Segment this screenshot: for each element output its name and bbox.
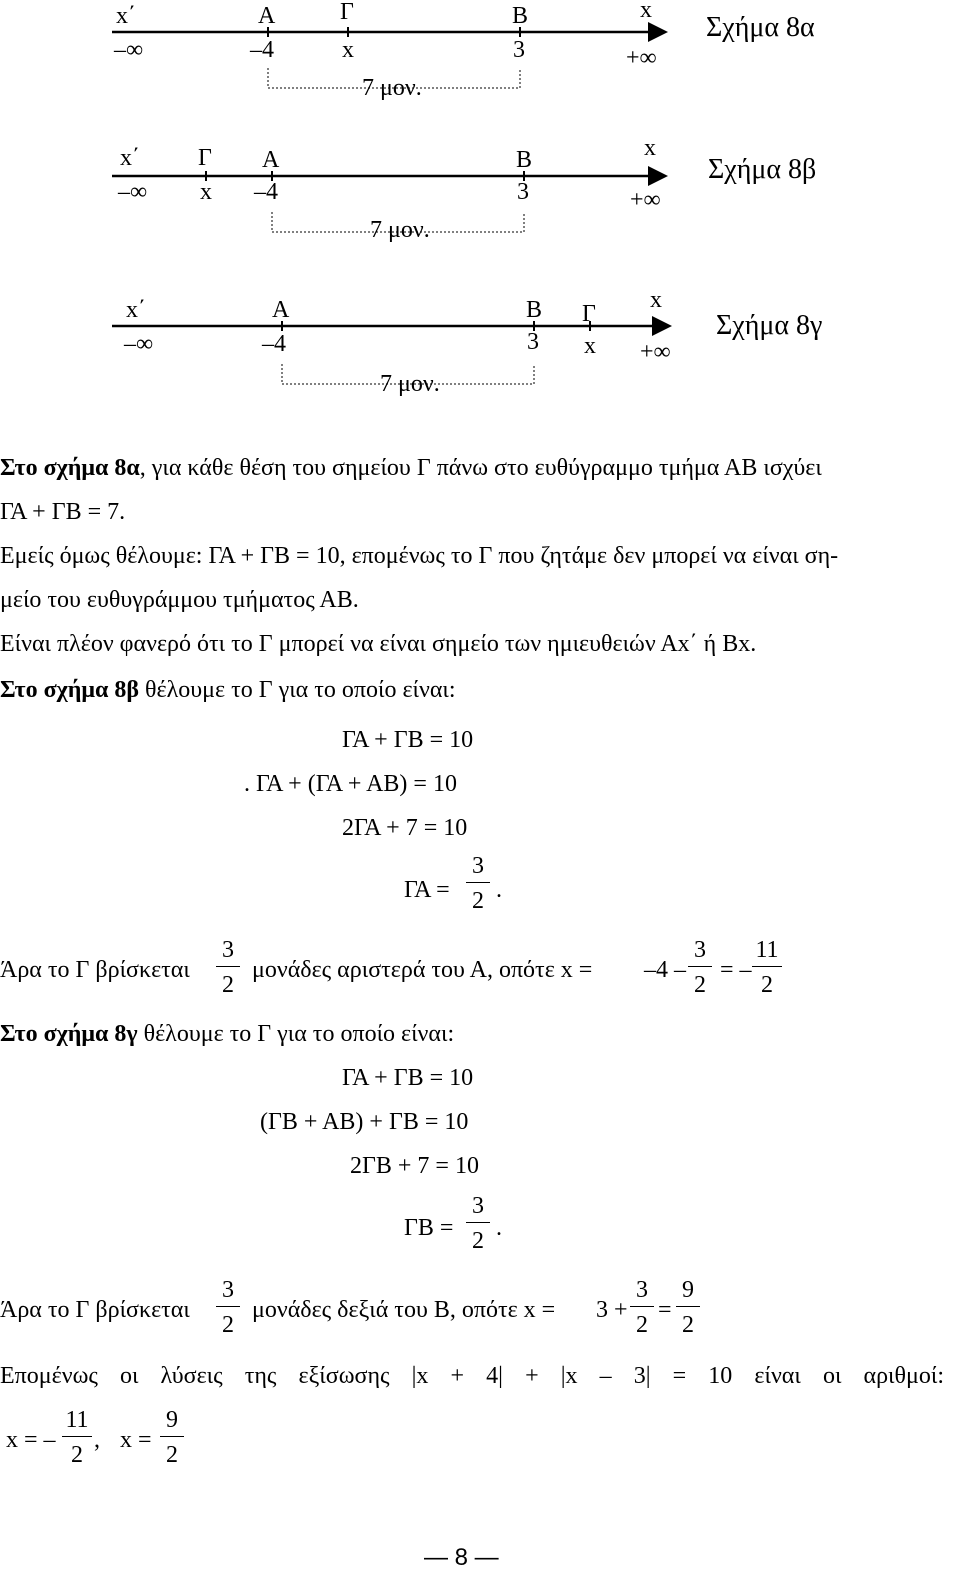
equation-lhs: ΓΑ = <box>404 877 450 903</box>
point-value: 3 <box>513 37 525 63</box>
plus-infinity: +∞ <box>630 187 661 213</box>
fraction-bar <box>688 966 712 967</box>
page-number: — 8 — <box>424 1544 499 1571</box>
point-label: Α <box>258 3 276 29</box>
equation-line: 2ΓΑ + 7 = 10 <box>342 815 468 841</box>
fraction-bar <box>630 1306 654 1307</box>
point-label: Β <box>526 297 543 323</box>
equation-line: ΓΑ + ΓΒ = 10 <box>342 1065 474 1091</box>
fraction <box>62 1408 92 1467</box>
bold-lead: Στο σχήμα 8α <box>0 455 140 481</box>
point-value: 3 <box>517 179 529 205</box>
plus-infinity: +∞ <box>626 45 657 71</box>
fraction <box>752 938 782 997</box>
numerator: 9 <box>682 1277 694 1303</box>
denominator: 2 <box>472 888 484 914</box>
paragraph-line: μείο του ευθυγράμμου τμήματος ΑΒ. <box>0 587 359 613</box>
numerator: 9 <box>166 1407 178 1433</box>
bold-lead: Στο σχήμα 8γ <box>0 1021 138 1047</box>
denominator: 2 <box>166 1442 178 1468</box>
numerator: 11 <box>65 1407 89 1433</box>
fraction <box>630 1278 654 1337</box>
distance-label: 7 μον. <box>380 371 440 397</box>
fraction <box>466 854 490 913</box>
point-value: x <box>584 333 596 359</box>
denominator: 2 <box>472 1228 484 1254</box>
minus-infinity: –∞ <box>114 37 144 63</box>
numerator: 3 <box>222 1277 234 1303</box>
plus-infinity: +∞ <box>640 339 671 365</box>
conclusion-text: μονάδες δεξιά του Β, οπότε x = <box>252 1297 556 1323</box>
separator: , <box>94 1427 100 1453</box>
axis-start-label: x΄ <box>116 3 136 29</box>
paragraph-text: θέλουμε το Γ για το οποίο είναι: <box>137 1021 455 1047</box>
calc-text: = – <box>720 957 752 983</box>
figure-caption: Σχήμα 8γ <box>716 310 823 341</box>
solution-lhs: x = <box>120 1427 152 1453</box>
fraction-bar <box>466 1222 490 1223</box>
axis-end-label: x <box>650 287 662 313</box>
fraction <box>688 938 712 997</box>
minus-infinity: –∞ <box>124 331 154 357</box>
figure-caption: Σχήμα 8β <box>708 154 817 185</box>
fraction-bar <box>216 1306 240 1307</box>
paragraph-text: , για κάθε θέση του σημείου Γ πάνω στο ευθύγραμμο τμήμα ΑΒ ισχύει <box>139 455 822 481</box>
equation-lhs: ΓΒ = <box>404 1215 454 1241</box>
numerator: 3 <box>694 937 706 963</box>
final-statement: Επομένως οι λύσεις της εξίσωσης |x + 4| + |x – 3| = 10 είναι οι αριθμοί: <box>0 1363 944 1389</box>
equation-line: . ΓΑ + (ΓΑ + ΑΒ) = 10 <box>244 771 457 797</box>
fraction-bar <box>676 1306 700 1307</box>
paragraph-line: ΓΑ + ΓΒ = 7. <box>0 499 126 525</box>
paragraph-line: Εμείς όμως θέλουμε: ΓΑ + ΓΒ = 10, επομένως το Γ που ζητάμε δεν μπορεί να είναι ση- <box>0 543 839 569</box>
fraction <box>216 1278 240 1337</box>
numerator: 3 <box>636 1277 648 1303</box>
fraction-bar <box>62 1436 92 1437</box>
axis-start-label: x΄ <box>126 297 146 323</box>
calc-text: = <box>658 1297 672 1323</box>
fraction <box>160 1408 184 1467</box>
paragraph-8b <box>0 676 456 704</box>
numerator: 3 <box>222 937 234 963</box>
calc-text: –4 – <box>644 957 686 983</box>
point-value: –4 <box>250 37 274 63</box>
numerator: 3 <box>472 1193 484 1219</box>
fraction-bar <box>160 1436 184 1437</box>
distance-label: 7 μον. <box>362 75 422 101</box>
paragraph-line: Είναι πλέον φανερό ότι το Γ μπορεί να είναι σημείο των ημιευθειών Αx΄ ή Βx. <box>0 631 757 657</box>
denominator: 2 <box>222 1312 234 1338</box>
point-value: –4 <box>262 331 286 357</box>
paragraph-text: θέλουμε το Γ για το οποίο είναι: <box>139 677 456 703</box>
point-value: –4 <box>254 179 278 205</box>
point-value: x <box>342 37 354 63</box>
solution-lhs: x = – <box>6 1427 56 1453</box>
denominator: 2 <box>636 1312 648 1338</box>
calc-text: 3 + <box>596 1297 628 1323</box>
denominator: 2 <box>761 972 773 998</box>
point-value: x <box>200 179 212 205</box>
point-label: Α <box>262 147 280 173</box>
fraction-bar <box>752 966 782 967</box>
denominator: 2 <box>71 1442 83 1468</box>
conclusion-text: Άρα το Γ βρίσκεται <box>0 1297 190 1323</box>
point-value: 3 <box>527 329 539 355</box>
axis-end-label: x <box>644 135 656 161</box>
paragraph-8c <box>0 1020 454 1048</box>
fraction-bar <box>466 882 490 883</box>
conclusion-text: μονάδες αριστερά του Α, οπότε x = <box>252 957 593 983</box>
numerator: 3 <box>472 853 484 879</box>
equation-line: ΓΑ + ΓΒ = 10 <box>342 727 474 753</box>
minus-infinity: –∞ <box>118 179 148 205</box>
period: . <box>496 877 502 903</box>
fraction <box>216 938 240 997</box>
point-label: Β <box>512 3 529 29</box>
numerator: 11 <box>755 937 779 963</box>
bold-lead: Στο σχήμα 8β <box>0 677 140 703</box>
paragraph-8a <box>0 454 822 482</box>
point-label: Γ <box>582 301 596 327</box>
point-label: Β <box>516 147 533 173</box>
denominator: 2 <box>694 972 706 998</box>
distance-label: 7 μον. <box>370 217 430 243</box>
equation-line: (ΓΒ + ΑΒ) + ΓΒ = 10 <box>260 1109 469 1135</box>
fraction <box>676 1278 700 1337</box>
axis-start-label: x΄ <box>120 145 140 171</box>
denominator: 2 <box>222 972 234 998</box>
conclusion-text: Άρα το Γ βρίσκεται <box>0 957 190 983</box>
fraction <box>466 1194 490 1253</box>
fraction-bar <box>216 966 240 967</box>
axis-end-label: x <box>640 0 652 23</box>
figure-caption: Σχήμα 8α <box>706 12 815 43</box>
period: . <box>496 1215 502 1241</box>
equation-line: 2ΓΒ + 7 = 10 <box>350 1153 479 1179</box>
point-label: Α <box>272 297 290 323</box>
point-label: Γ <box>198 145 212 171</box>
denominator: 2 <box>682 1312 694 1338</box>
point-label: Γ <box>340 0 354 25</box>
